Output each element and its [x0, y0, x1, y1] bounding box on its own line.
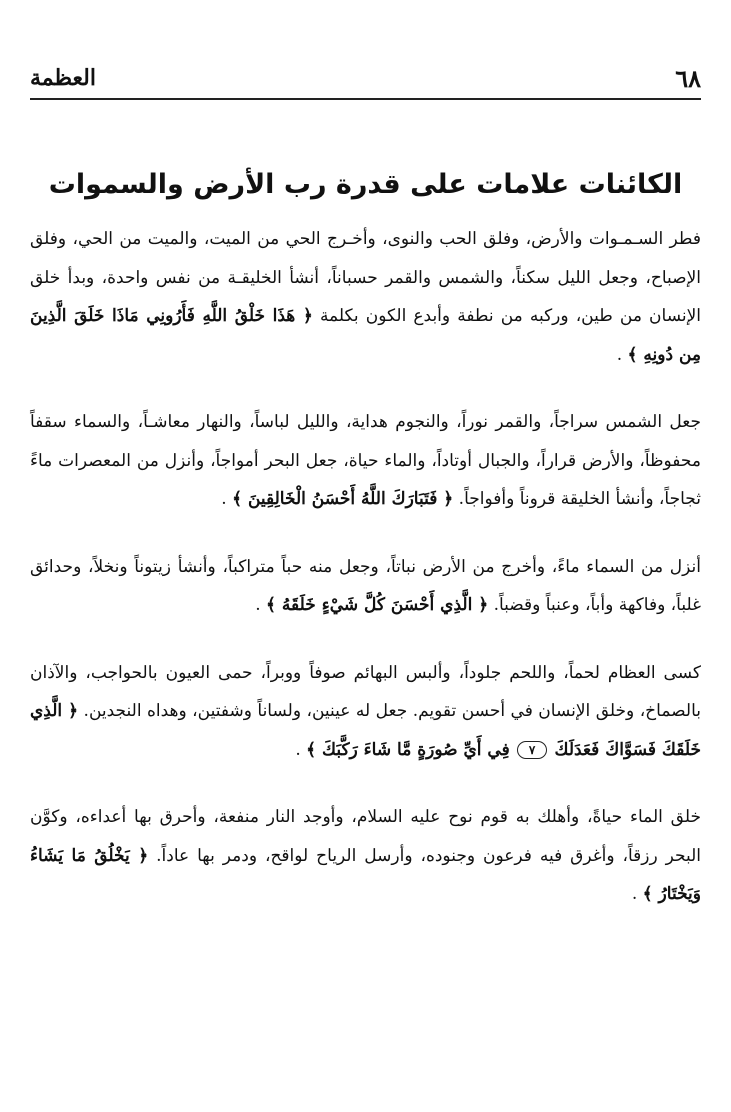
paragraph-text: جعل الشمس سراجاً، والقمر نوراً، والنجوم هداية، والليل لباساً، والنهار معاشـاً، والسماء سقفاً محفوظاً، والأرض قراراً، والجبال أوتاداً، والماء حياة، جعل البحر أمواجاً، وأنزل من المعصرات ماءً ثجاجاً، وأنشأ الخليقة قروناً وأفواجاً. [30, 412, 701, 509]
quran-verse: ﴿ الَّذِي أَحْسَنَ كُلَّ شَيْءٍ خَلَقَهُ ﴾ [266, 595, 489, 615]
paragraph-1 [30, 220, 701, 374]
paragraph-end: . [295, 739, 307, 760]
running-header-title: العظمة [30, 65, 96, 91]
quran-verse: ﴿ هَذَا خَلْقُ اللَّهِ فَأَرُونِي مَاذَا خَلَقَ الَّذِينَ مِن دُونِهِ ﴾ [30, 306, 701, 365]
paragraph-text: كسى العظام لحماً، واللحم جلوداً، وألبس البهائم صوفاً ووبراً، حمى العيون بالحواجب، والآذان بالصماخ، وخلق الإنسان في أحسن تقويم. جعل له عينين، ولساناً وشفتين، وهداه النجدين. [30, 662, 701, 721]
paragraph-text: خلق الماء حياةً، وأهلك به قوم نوح عليه السلام، وأوجد النار منفعة، وأحرق بها أعداءه، وكوَّن البحر رزقاً، وأغرق فيه فرعون وجنوده، وأرسل الرياح لواقح، ودمر بها عاداً. [30, 807, 702, 866]
paragraph-text: فطر السـمـوات والأرض، وفلق الحب والنوى، وأخـرج الحي من الميت، والميت من الحي، وفلق الإصباح، وجعل الليل سكناً، والشمس والقمر حسباناً، أنشأ الخليقـة من نفس واحدة، وبدأ خلق الإنسان من طين، وركبه من نطفة وأبدع الكون بكلمة [30, 229, 702, 326]
paragraph-4 [30, 654, 701, 770]
paragraph-5 [30, 798, 701, 914]
paragraph-end: . [631, 884, 643, 904]
body-text [30, 220, 701, 943]
quran-verse: ﴿ الَّذِي خَلَقَكَ فَسَوَّاكَ فَعَدَلَكَ [30, 701, 701, 760]
page-number: ٦٨ [675, 63, 701, 93]
header-divider [30, 98, 701, 100]
paragraph-end: . [221, 489, 233, 509]
paragraph-text: أنزل من السماء ماءً، وأخرج من الأرض نباتاً، وجعل منه حباً متراكباً، وأنشأ زيتوناً ونخلاً، وحدائق غلباً، وفاكهة وأباً، وعنباً وقضباً. [30, 556, 701, 615]
quran-verse: ﴿ يَخْلُقُ مَا يَشَاءُ وَيَخْتَارُ ﴾ [30, 845, 701, 904]
paragraph-end: . [255, 595, 267, 615]
paragraph-3 [30, 548, 701, 625]
quran-verse: ﴿ فَتَبَارَكَ اللَّهُ أَحْسَنُ الْخَالِقِينَ ﴾ [232, 489, 454, 509]
paragraph-2 [30, 403, 701, 519]
verse-number-marker: ٧ [517, 741, 547, 759]
paragraph-end: . [616, 344, 628, 365]
running-header [30, 58, 701, 98]
section-title: الكائنات علامات على قدرة رب الأرض والسموات [48, 169, 683, 200]
quran-verse-continued: فِي أَيِّ صُورَةٍ مَّا شَاءَ رَكَّبَكَ ﴾ [306, 739, 510, 760]
